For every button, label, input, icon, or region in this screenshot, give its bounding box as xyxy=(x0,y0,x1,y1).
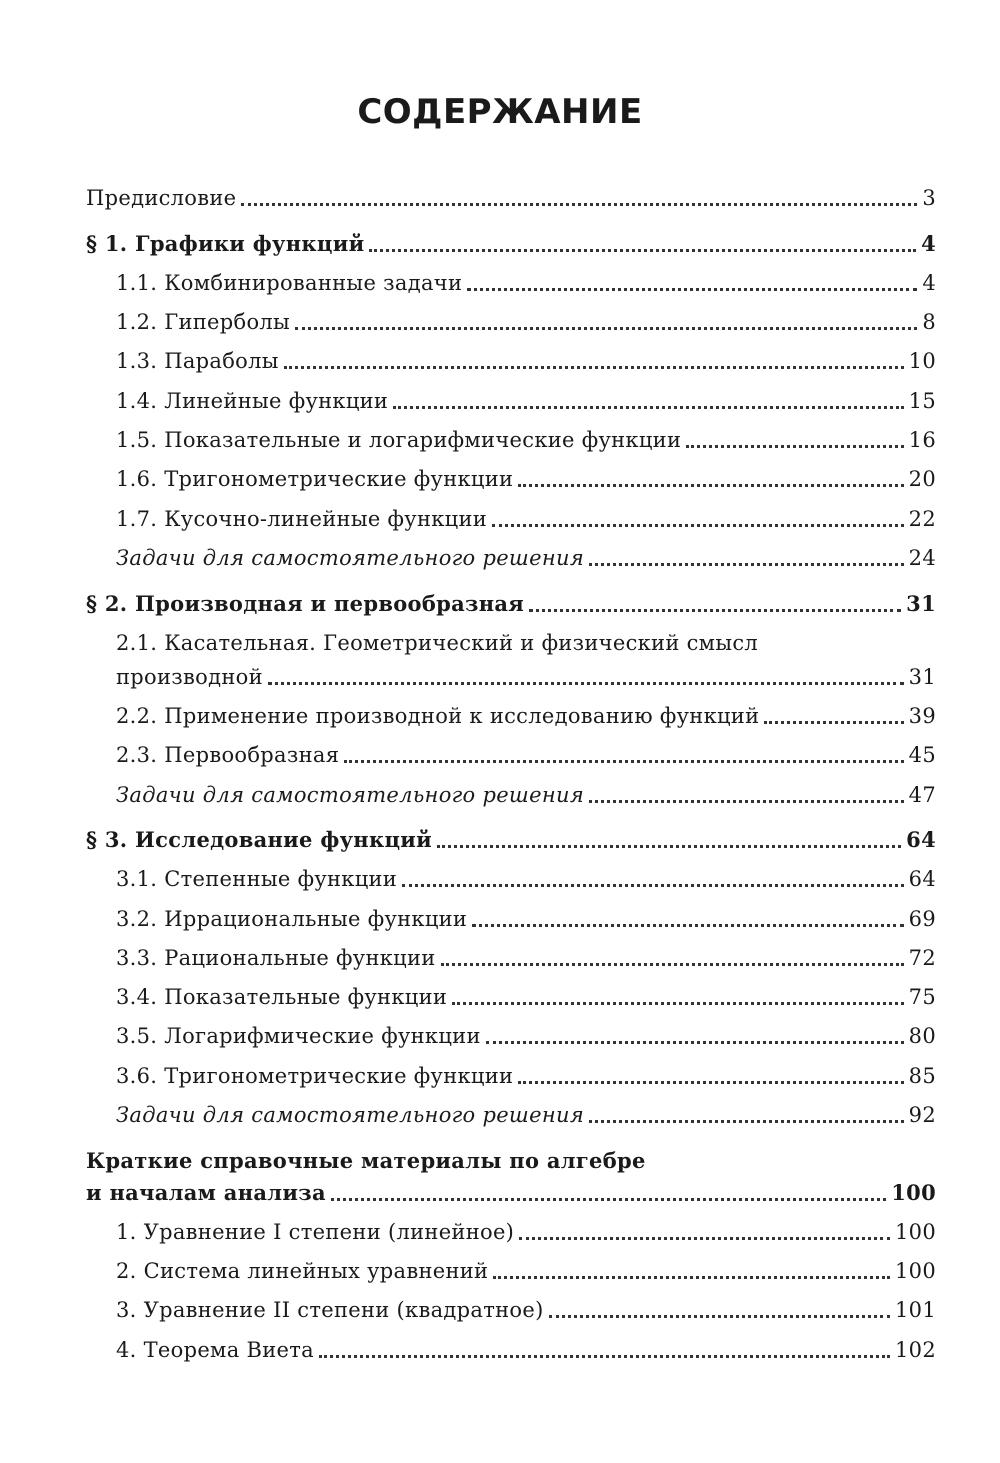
toc-page-number: 69 xyxy=(908,907,936,931)
toc-entry-label: 3. Уравнение II степени (квадратное) xyxy=(116,1298,544,1322)
dot-leader xyxy=(549,1309,890,1318)
toc-page-number: 72 xyxy=(908,946,936,970)
dot-leader xyxy=(492,518,904,527)
dot-leader xyxy=(295,321,917,330)
toc-entry-label: 1.1. Комбинированные задачи xyxy=(116,271,463,295)
toc-page-number: 75 xyxy=(908,985,936,1009)
toc-entry-label: § 2. Производная и первообразная xyxy=(86,591,525,616)
dot-leader xyxy=(518,1075,903,1084)
dot-leader xyxy=(393,400,903,409)
toc-entry-ref-4[interactable] xyxy=(0,1334,1000,1366)
toc-entry-3-1[interactable] xyxy=(0,863,1000,895)
toc-page-number: 64 xyxy=(906,827,936,852)
toc-page-number: 47 xyxy=(908,783,936,807)
dot-leader xyxy=(519,1231,890,1240)
toc-entry-label: 3.4. Показательные функции xyxy=(116,985,448,1009)
toc-entry-exercises-3[interactable] xyxy=(0,1099,1000,1131)
toc-page-number: 4 xyxy=(922,271,936,295)
toc-entry-label-line1: Краткие справочные материалы по алгебре xyxy=(86,1148,646,1173)
toc-page-number: 15 xyxy=(908,389,936,413)
toc-page-number: 24 xyxy=(908,546,936,570)
toc-page-number: 64 xyxy=(908,867,936,891)
toc-page-number: 31 xyxy=(906,591,936,616)
dot-leader xyxy=(589,794,904,803)
toc-entry-label: Предисловие xyxy=(86,186,237,210)
toc-entry-label: 4. Теорема Виета xyxy=(116,1338,314,1362)
dot-leader xyxy=(452,996,904,1005)
toc-page-number: 100 xyxy=(895,1259,936,1283)
toc-page-number: 8 xyxy=(922,310,936,334)
toc-page-number: 20 xyxy=(908,467,936,491)
toc-entry-1-5[interactable] xyxy=(0,424,1000,456)
toc-page-number: 45 xyxy=(908,743,936,767)
toc-entry-label: 3.1. Степенные функции xyxy=(116,867,398,891)
toc-entry-label: 1. Уравнение I степени (линейное) xyxy=(116,1220,515,1244)
dot-leader xyxy=(486,1035,904,1044)
page-title: СОДЕРЖАНИЕ xyxy=(357,92,643,132)
toc-entry-label: § 1. Графики функций xyxy=(86,231,365,256)
toc-page-number: 92 xyxy=(908,1103,936,1127)
toc-entry-label: 3.3. Рациональные функции xyxy=(116,946,436,970)
toc-entry-2-1[interactable] xyxy=(0,661,1000,693)
toc-entry-2-2[interactable] xyxy=(0,700,1000,732)
dot-leader xyxy=(369,243,916,252)
toc-entry-label: § 3. Исследование функций xyxy=(86,827,433,852)
toc-entry-1-3[interactable] xyxy=(0,345,1000,377)
toc-entry-label: 1.6. Тригонометрические функции xyxy=(116,467,514,491)
toc-page-number: 22 xyxy=(908,507,936,531)
toc-entry-label: 1.4. Линейные функции xyxy=(116,389,389,413)
toc-entry-1-4[interactable] xyxy=(0,385,1000,417)
toc-entry-section-3[interactable] xyxy=(0,824,1000,856)
toc-entry-label: 1.7. Кусочно-линейные функции xyxy=(116,507,488,531)
dot-leader xyxy=(493,1270,890,1279)
toc-entry-exercises-1[interactable] xyxy=(0,542,1000,574)
toc-page-number: 85 xyxy=(908,1064,936,1088)
toc-page-number: 100 xyxy=(891,1180,936,1205)
toc-entry-1-2[interactable] xyxy=(0,306,1000,338)
dot-leader xyxy=(319,1349,890,1358)
toc-entry-3-4[interactable] xyxy=(0,981,1000,1013)
toc-page-number: 39 xyxy=(908,704,936,728)
dot-leader xyxy=(437,839,901,848)
toc-page-number: 16 xyxy=(908,428,936,452)
toc-entry-section-2[interactable] xyxy=(0,588,1000,620)
dot-leader xyxy=(518,478,903,487)
dot-leader xyxy=(241,197,917,206)
toc-entry-exercises-2[interactable] xyxy=(0,779,1000,811)
dot-leader xyxy=(472,918,903,927)
toc-entry-label: 1.3. Параболы xyxy=(116,349,279,373)
toc-entry-2-3[interactable] xyxy=(0,739,1000,771)
toc-page-number: 10 xyxy=(908,349,936,373)
dot-leader xyxy=(589,557,904,566)
toc-entry-label: Задачи для самостоятельного решения xyxy=(116,783,585,807)
toc-entry-reference[interactable] xyxy=(0,1177,1000,1209)
toc-entry-ref-3[interactable] xyxy=(0,1294,1000,1326)
toc-entry-3-2[interactable] xyxy=(0,903,1000,935)
toc-entry-label: и началам анализа xyxy=(86,1180,326,1205)
toc-entry-label: Задачи для самостоятельного решения xyxy=(116,546,585,570)
toc-entry-label: 2. Система линейных уравнений xyxy=(116,1259,489,1283)
toc-entry-ref-2[interactable] xyxy=(0,1255,1000,1287)
toc-entry-label: 3.2. Иррациональные функции xyxy=(116,907,468,931)
toc-entry-1-7[interactable] xyxy=(0,503,1000,535)
dot-leader xyxy=(764,715,903,724)
toc-entry-section-1[interactable] xyxy=(0,228,1000,260)
toc-entry-3-5[interactable] xyxy=(0,1020,1000,1052)
toc-entry-label: Задачи для самостоятельного решения xyxy=(116,1103,585,1127)
toc-page-number: 80 xyxy=(908,1024,936,1048)
toc-entry-label: 3.6. Тригонометрические функции xyxy=(116,1064,514,1088)
toc-entry-1-1[interactable] xyxy=(0,267,1000,299)
dot-leader xyxy=(441,957,904,966)
toc-entry-label: 2.3. Первообразная xyxy=(116,743,340,767)
toc-entry-3-6[interactable] xyxy=(0,1060,1000,1092)
toc-page-number: 4 xyxy=(921,231,936,256)
toc-entry-label: 1.5. Показательные и логарифмические функции xyxy=(116,428,682,452)
toc-entry-reference-line1[interactable] xyxy=(0,1145,1000,1177)
toc-page-number: 101 xyxy=(895,1298,936,1322)
toc-page-number: 3 xyxy=(922,186,936,210)
dot-leader xyxy=(331,1192,886,1201)
toc-page-number: 102 xyxy=(895,1338,936,1362)
toc-entry-label: 2.2. Применение производной к исследованию функций xyxy=(116,704,760,728)
toc-entry-label: 3.5. Логарифмические функции xyxy=(116,1024,481,1048)
dot-leader xyxy=(268,676,904,685)
toc-entry-ref-1[interactable] xyxy=(0,1216,1000,1248)
dot-leader xyxy=(344,754,903,763)
toc-entry-preface[interactable] xyxy=(0,182,1000,214)
dot-leader xyxy=(284,360,904,369)
toc-entry-3-3[interactable] xyxy=(0,942,1000,974)
dot-leader xyxy=(467,282,917,291)
toc-page-number: 31 xyxy=(908,665,936,689)
dot-leader xyxy=(402,878,904,887)
toc-entry-label: производной xyxy=(116,665,263,689)
dot-leader xyxy=(529,603,901,612)
toc-page-number: 100 xyxy=(895,1220,936,1244)
dot-leader xyxy=(686,439,903,448)
toc-entry-2-1-line1[interactable] xyxy=(0,627,1000,659)
toc-entry-label: 1.2. Гиперболы xyxy=(116,310,291,334)
toc-entry-label-line1: 2.1. Касательная. Геометрический и физический смысл xyxy=(116,631,759,655)
toc-entry-1-6[interactable] xyxy=(0,463,1000,495)
dot-leader xyxy=(589,1114,904,1123)
